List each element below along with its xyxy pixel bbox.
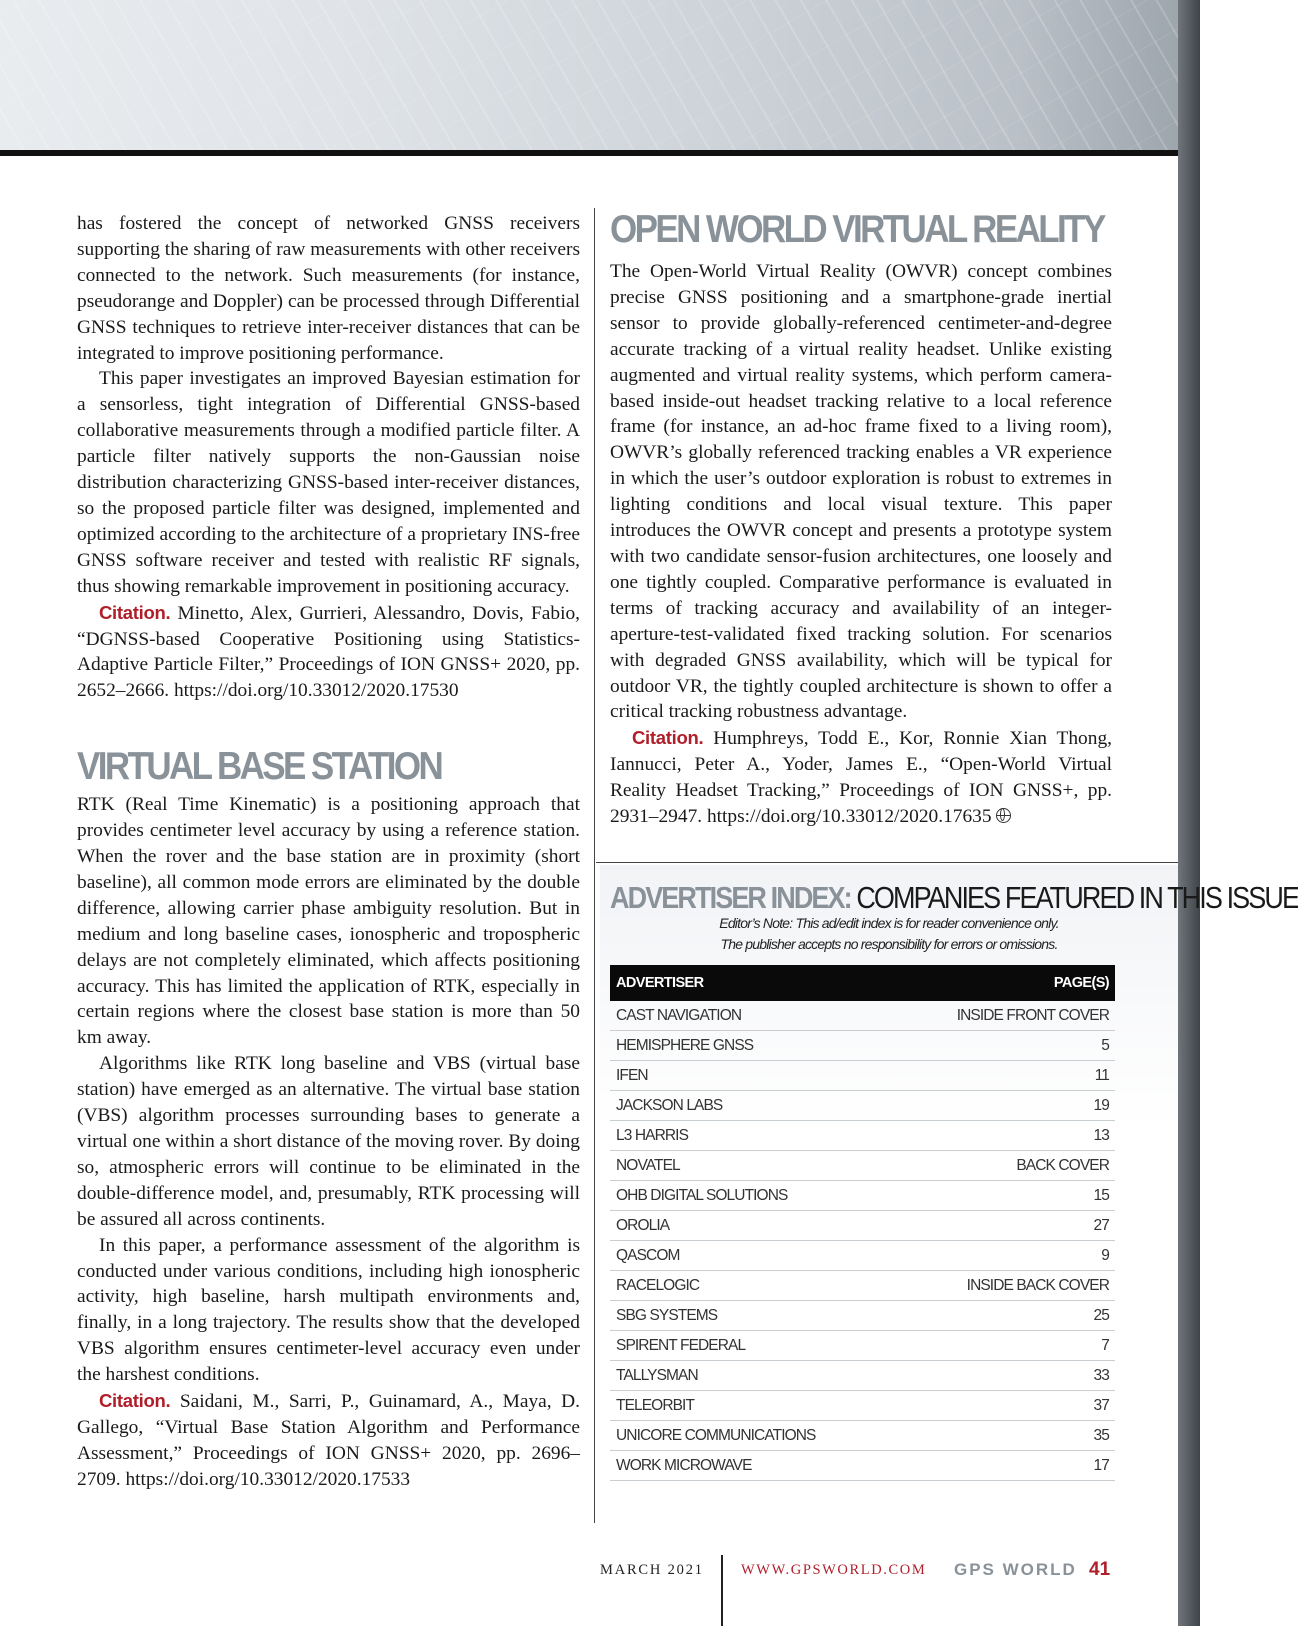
advertiser-page: 33 bbox=[1093, 1366, 1109, 1384]
table-row bbox=[610, 1181, 1115, 1211]
column-header-pages: PAGE(S) bbox=[1053, 975, 1109, 991]
advertiser-name: TELEORBIT bbox=[616, 1396, 695, 1414]
table-row bbox=[610, 1151, 1115, 1181]
advertiser-name: UNICORE COMMUNICATIONS bbox=[616, 1426, 816, 1444]
owvr-paragraph: The Open-World Virtual Reality (OWVR) concept combines precise GNSS positioning and a smartphone-grade inertial sensor to provide globally-referenced centimeter-and-degree accurate tracking of a virtual reality headset. Unlike existing augmented and virtual reality systems, which perform camera-based inside-out headset tracking relative to a local reference frame (for instance, an ad-hoc frame fixed to a living room), OWVR’s globally referenced tracking enables a VR experience in which the user’s outdoor exploration is robust to extremes in lighting conditions and local visual texture. This paper introduces the OWVR concept and presents a prototype system with two candidate sensor-fusion architectures, one loosely and one tightly coupled. Comparative performance is evaluated in terms of tracking accuracy and availability of an integer-aperture-test-validated fixed tracking solution. For scenarios with degraded GNSS availability, which will be typical for outdoor VR, the tightly coupled architecture is shown to offer a critical tracking robustness advantage. bbox=[610, 261, 1112, 723]
virtual-base-station-heading: VIRTUAL BASE STATION bbox=[77, 744, 442, 789]
page-number: 41 bbox=[1089, 1559, 1111, 1580]
advertiser-page: BACK COVER bbox=[1016, 1156, 1109, 1174]
advertiser-index-label: ADVERTISER INDEX: bbox=[610, 881, 851, 915]
advertiser-page: INSIDE BACK COVER bbox=[966, 1276, 1109, 1294]
page-footer bbox=[0, 1559, 1200, 1582]
table-row bbox=[610, 1061, 1115, 1091]
table-row bbox=[610, 1361, 1115, 1391]
table-row bbox=[610, 1331, 1115, 1361]
advertiser-name: IFEN bbox=[616, 1066, 648, 1084]
advertiser-page: 19 bbox=[1093, 1096, 1109, 1114]
advertiser-page: 25 bbox=[1093, 1306, 1109, 1324]
advertiser-name: WORK MICROWAVE bbox=[616, 1456, 752, 1474]
advertiser-name: HEMISPHERE GNSS bbox=[616, 1036, 754, 1054]
advertiser-page: 13 bbox=[1093, 1126, 1109, 1144]
website-link[interactable]: WWW.GPSWORLD.COM bbox=[741, 1562, 927, 1578]
citation-label: Citation. bbox=[99, 1390, 171, 1412]
advertiser-index-title bbox=[610, 880, 1298, 916]
advertiser-name: NOVATEL bbox=[616, 1156, 680, 1174]
advertiser-rule bbox=[596, 862, 1178, 863]
column-divider bbox=[594, 208, 595, 1523]
table-row bbox=[610, 1031, 1115, 1061]
open-world-vr-heading: OPEN WORLD VIRTUAL REALITY bbox=[610, 207, 1104, 251]
citation-1 bbox=[77, 600, 580, 705]
table-row bbox=[610, 1421, 1115, 1451]
advertiser-page: 35 bbox=[1093, 1426, 1109, 1444]
editors-note bbox=[600, 913, 1178, 955]
advertiser-table bbox=[610, 965, 1115, 1481]
advertiser-page: 17 bbox=[1093, 1456, 1109, 1474]
editors-note-line-2: The publisher accepts no responsibility for errors or omissions. bbox=[720, 936, 1058, 952]
table-row bbox=[610, 1091, 1115, 1121]
table-row bbox=[610, 1451, 1115, 1481]
advertiser-name: TALLYSMAN bbox=[616, 1366, 698, 1384]
table-row bbox=[610, 1241, 1115, 1271]
virtual-paragraph-3: In this paper, a performance assessment of the algorithm is conducted under various conditions, including high ionospheric activity, high baseline, harsh multipath environments and, finally, in a long trajectory. The results show that the developed VBS algorithm ensures centimeter-level accuracy even under the harshest conditions. bbox=[77, 1234, 580, 1386]
citation-2-text: Saidani, M., Sarri, P., Guinamard, A., Maya, D. Gallego, “Virtual Base Station Algorithm and Performance Assessment,” Proceedings of ION GNSS+ 2020, pp. 2696–2709. https://doi.org/10.33012/2020.17533 bbox=[77, 1391, 580, 1490]
left-column bbox=[77, 211, 580, 1493]
advertiser-page: 37 bbox=[1093, 1396, 1109, 1414]
globe-icon bbox=[996, 808, 1011, 823]
citation-label: Citation. bbox=[99, 601, 171, 623]
advertiser-index-subtitle: COMPANIES FEATURED IN THIS ISSUE bbox=[850, 881, 1298, 915]
advertiser-page: 27 bbox=[1093, 1216, 1109, 1234]
table-row bbox=[610, 1211, 1115, 1241]
advertiser-name: JACKSON LABS bbox=[616, 1096, 723, 1114]
virtual-paragraph-2: Algorithms like RTK long baseline and VBS (virtual base station) have emerged as an alternative. The virtual base station (VBS) algorithm processes surrounding bases to generate a virtual one within a short distance of the moving rover. By doing so, atmospheric errors will continue to be eliminated in the double-difference model, and, presumably, RTK processing will be assured all across continents. bbox=[77, 1053, 580, 1230]
advertiser-name: L3 HARRIS bbox=[616, 1126, 689, 1144]
intro-paragraph: has fostered the concept of networked GNSS receivers supporting the sharing of raw measurements with other receivers connected to the network. Such measurements (for instance, pseudorange and Doppler) can be processed through Differential GNSS techniques to retrieve inter-receiver distances that can be integrated to improve positioning performance. bbox=[77, 213, 580, 364]
advertiser-page: INSIDE FRONT COVER bbox=[956, 1006, 1109, 1024]
table-row bbox=[610, 1391, 1115, 1421]
advertiser-page: 7 bbox=[1101, 1336, 1109, 1354]
column-header-advertiser: ADVERTISER bbox=[616, 975, 704, 991]
advertiser-name: OROLIA bbox=[616, 1216, 670, 1234]
header-banner-image bbox=[0, 0, 1200, 155]
header-rule bbox=[0, 150, 1180, 156]
advertiser-page: 11 bbox=[1094, 1066, 1109, 1084]
advertiser-page: 5 bbox=[1101, 1036, 1109, 1054]
advertiser-page: 9 bbox=[1101, 1246, 1109, 1264]
citation-3-text: Humphreys, Todd E., Kor, Ronnie Xian Thong, Iannucci, Peter A., Yoder, James E., “Open-World Virtual Reality Headset Tracking,” Proceedings of ION GNSS+, pp. 2931–2947. https://doi.org/10.33012/2020.17635 bbox=[610, 728, 1112, 828]
table-row bbox=[610, 1301, 1115, 1331]
advertiser-table-header bbox=[610, 965, 1115, 1001]
citation-3 bbox=[610, 725, 1112, 830]
citation-1-text: Minetto, Alex, Gurrieri, Alessandro, Dovis, Fabio, “DGNSS-based Cooperative Positioning using Statistics-Adaptive Particle Filter,” Proceedings of ION GNSS+ 2020, pp. 2652–2666. https://doi.org/10.33012/2020.17530 bbox=[77, 602, 580, 702]
magazine-name: GPS WORLD bbox=[954, 1560, 1077, 1579]
advertiser-name: QASCOM bbox=[616, 1246, 680, 1264]
advertiser-name: OHB DIGITAL SOLUTIONS bbox=[616, 1186, 788, 1204]
advertiser-name: SBG SYSTEMS bbox=[616, 1306, 718, 1324]
bayesian-paragraph: This paper investigates an improved Bayesian estimation for a sensorless, tight integration of Differential GNSS-based collaborative measurements through a modified particle filter. A particle filter natively supports the non-Gaussian noise distribution characterizing GNSS-based inter-receiver distances, so the proposed particle filter was designed, implemented and optimized according to the architecture of a proprietary INS-free GNSS software receiver and tested with realistic RF signals, thus showing remarkable improvement in positioning accuracy. bbox=[77, 368, 580, 597]
advertiser-page: 15 bbox=[1093, 1186, 1109, 1204]
issue-date: MARCH 2021 bbox=[600, 1562, 704, 1578]
citation-2 bbox=[77, 1388, 580, 1493]
editors-note-line-1: Editor’s Note: This ad/edit index is for reader convenience only. bbox=[719, 915, 1059, 931]
page-edge-strip bbox=[1178, 0, 1200, 1626]
table-row bbox=[610, 1121, 1115, 1151]
table-row bbox=[610, 1001, 1115, 1031]
advertiser-rows bbox=[610, 1001, 1115, 1481]
virtual-paragraph-1: RTK (Real Time Kinematic) is a positioning approach that provides centimeter level accuracy by using a reference station. When the rover and the base station are in proximity (short baseline), all common mode errors are eliminated by the double difference, allowing carrier phase ambiguity resolution. But in medium and long baseline cases, ionospheric and tropospheric delays are not completely eliminated, which affects positioning accuracy. This has limited the application of RTK, especially in certain regions where the closest base station is more than 50 km away. bbox=[77, 794, 580, 1049]
table-row bbox=[610, 1271, 1115, 1301]
citation-label: Citation. bbox=[632, 727, 704, 749]
right-column bbox=[610, 205, 1112, 830]
advertiser-name: CAST NAVIGATION bbox=[616, 1006, 742, 1024]
advertiser-name: SPIRENT FEDERAL bbox=[616, 1336, 746, 1354]
advertiser-name: RACELOGIC bbox=[616, 1276, 700, 1294]
